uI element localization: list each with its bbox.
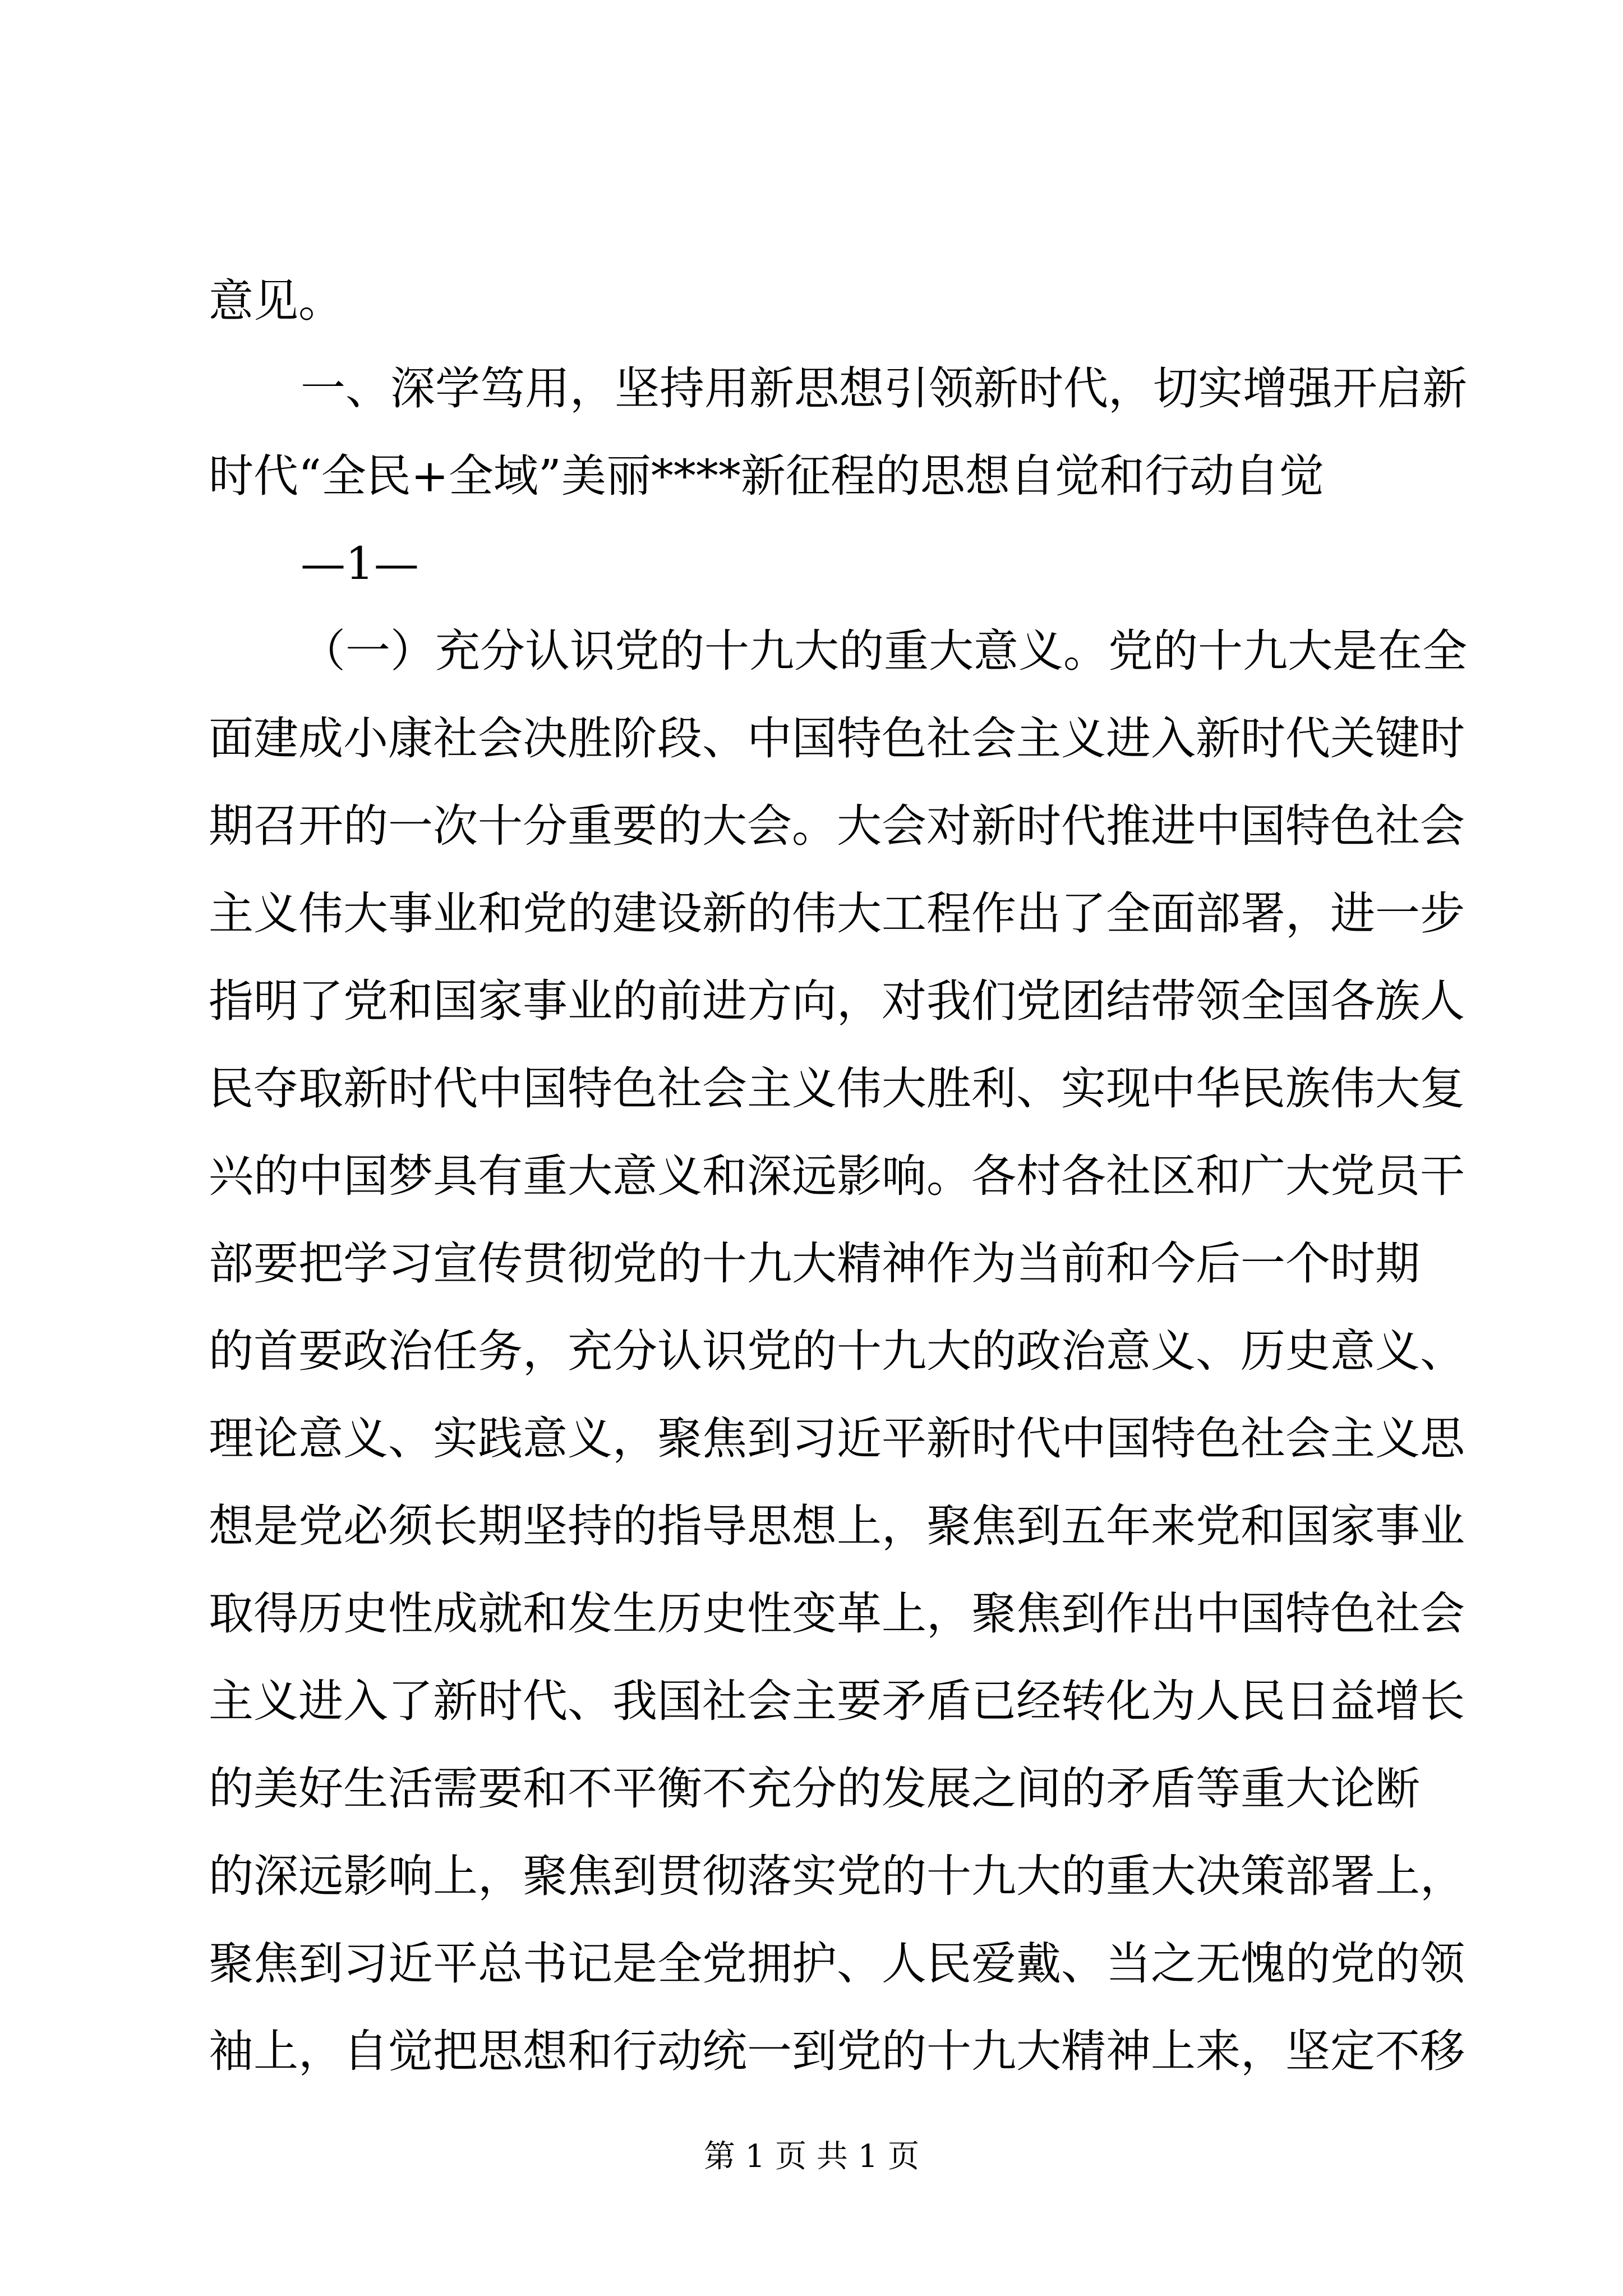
page-marker: —1— bbox=[301, 537, 419, 590]
paragraph-line-15: 的深远影响上，聚焦到贯彻落实党的十九大的重大决策部署上， bbox=[209, 1850, 1465, 1902]
text-line-1: 意见。 bbox=[209, 275, 343, 327]
paragraph-line-12: 取得历史性成就和发生历史性变革上，聚焦到作出中国特色社会 bbox=[209, 1588, 1465, 1640]
paragraph-line-1: （一）充分认识党的十九大的重大意义。党的十九大是在全 bbox=[301, 625, 1467, 677]
paragraph-line-6: 民夺取新时代中国特色社会主义伟大胜利、实现中华民族伟大复 bbox=[209, 1062, 1465, 1115]
paragraph-line-17: 袖上，自觉把思想和行动统一到党的十九大精神上来，坚定不移 bbox=[209, 2025, 1465, 2077]
heading-line-1: 一、深学笃用，坚持用新思想引领新时代，切实增强开启新 bbox=[301, 362, 1467, 415]
heading-line-2: 时代“全民+全域”美丽****新征程的思想自觉和行动自觉 bbox=[209, 450, 1324, 502]
paragraph-line-10: 理论意义、实践意义，聚焦到习近平新时代中国特色社会主义思 bbox=[209, 1412, 1465, 1465]
paragraph-line-8: 部要把学习宣传贯彻党的十九大精神作为当前和今后一个时期 bbox=[209, 1237, 1420, 1290]
paragraph-line-7: 兴的中国梦具有重大意义和深远影响。各村各社区和广大党员干 bbox=[209, 1150, 1465, 1202]
paragraph-line-5: 指明了党和国家事业的前进方向，对我们党团结带领全国各族人 bbox=[209, 975, 1465, 1027]
paragraph-line-2: 面建成小康社会决胜阶段、中国特色社会主义进入新时代关键时 bbox=[209, 712, 1465, 765]
page-footer: 第 1 页 共 1 页 bbox=[703, 2138, 920, 2175]
paragraph-line-4: 主义伟大事业和党的建设新的伟大工程作出了全面部署，进一步 bbox=[209, 887, 1465, 940]
paragraph-line-13: 主义进入了新时代、我国社会主要矛盾已经转化为人民日益增长 bbox=[209, 1675, 1465, 1727]
paragraph-line-14: 的美好生活需要和不平衡不充分的发展之间的矛盾等重大论断 bbox=[209, 1763, 1420, 1815]
paragraph-line-16: 聚焦到习近平总书记是全党拥护、人民爱戴、当之无愧的党的领 bbox=[209, 1938, 1465, 1990]
paragraph-line-11: 想是党必须长期坚持的指导思想上，聚焦到五年来党和国家事业 bbox=[209, 1500, 1465, 1552]
paragraph-line-3: 期召开的一次十分重要的大会。大会对新时代推进中国特色社会 bbox=[209, 800, 1465, 852]
paragraph-line-9: 的首要政治任务，充分认识党的十九大的政治意义、历史意义、 bbox=[209, 1325, 1465, 1377]
